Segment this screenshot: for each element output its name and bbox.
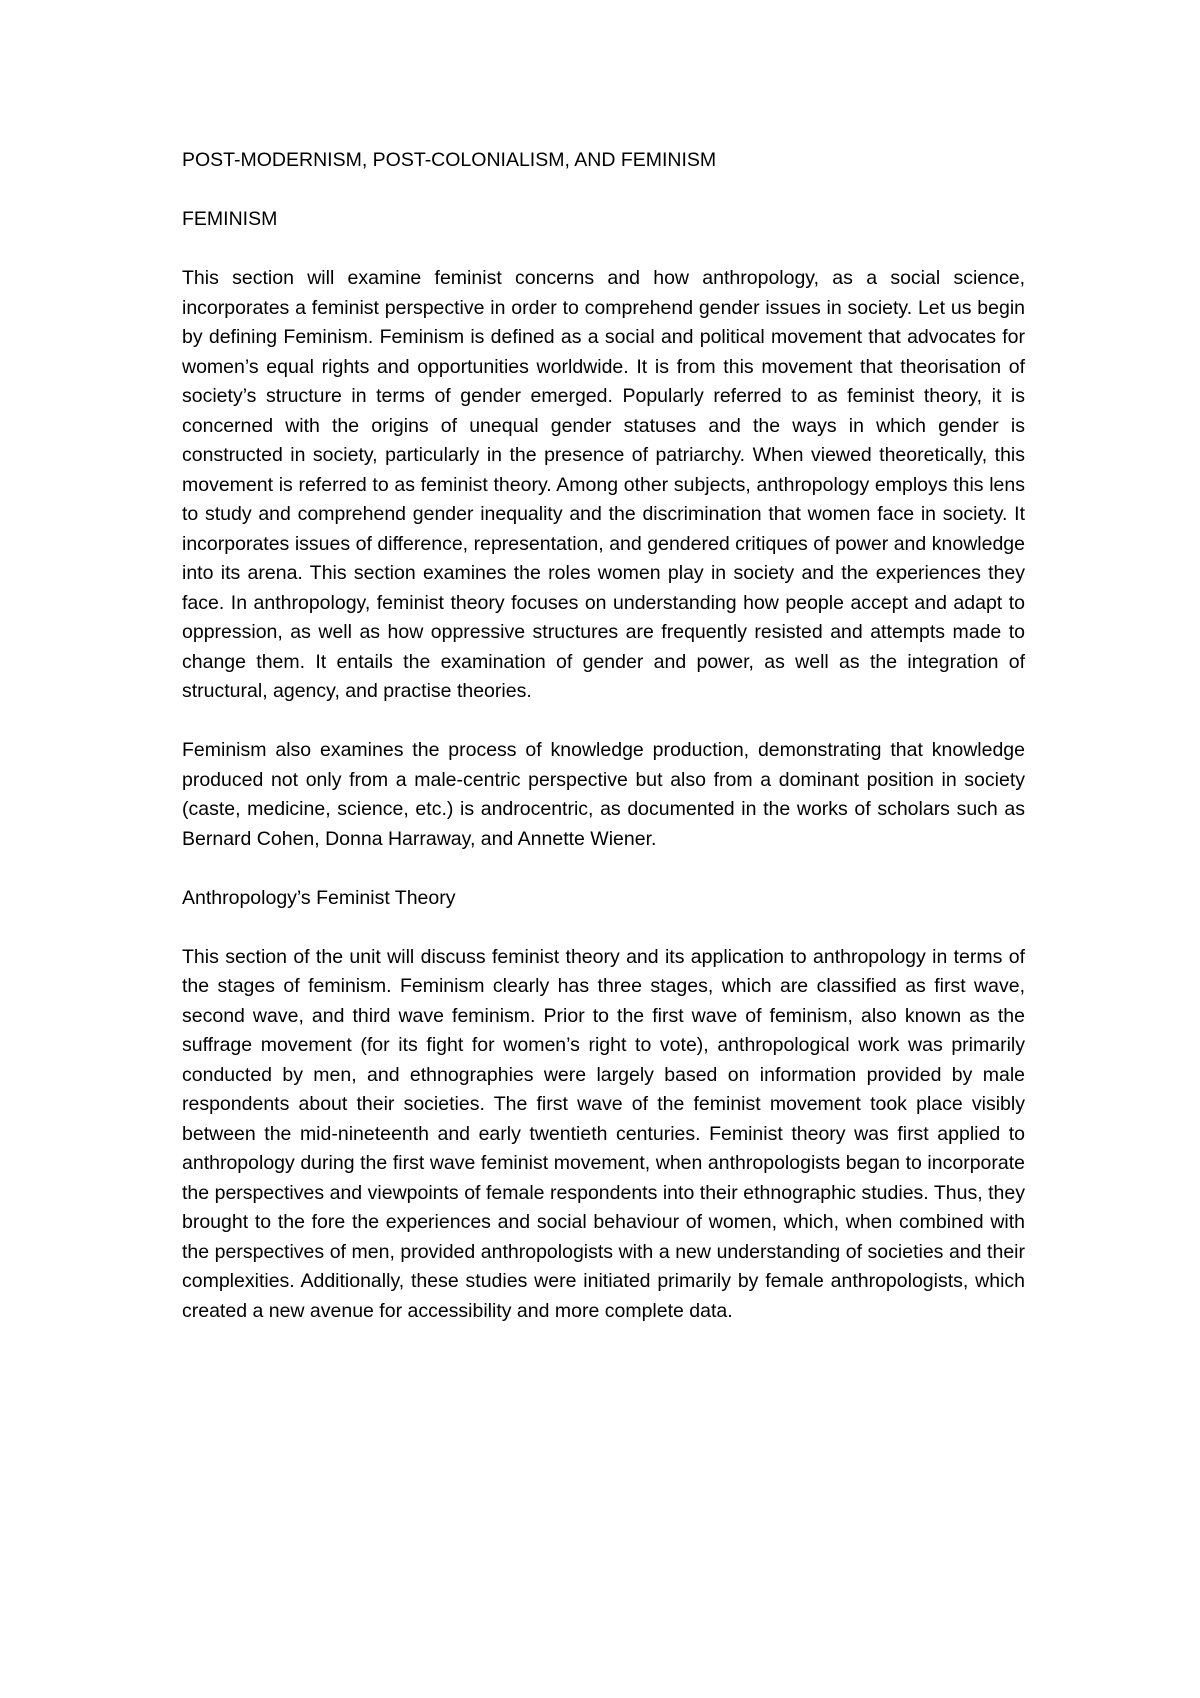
document-body <box>182 146 1025 1356</box>
main-title: POST-MODERNISM, POST-COLONIALISM, AND FEMINISM <box>182 149 717 171</box>
section-heading: FEMINISM <box>182 208 278 230</box>
paragraph-3: This section of the unit will discuss feminist theory and its application to anthropology in terms of the stages of feminism. Feminism clearly has three stages, which are classified as first wave, second wave, and third wave feminism. Prior to the first wave of feminism, also known as the suffrage movement (for its fight for women’s right to vote), anthropological work was primarily conducted by men, and ethnographies were largely based on information provided by male respondents about their societies. The first wave of the feminist movement took place visibly between the mid-nineteenth and early twentieth centuries. Feminist theory was first applied to anthropology during the first wave feminist movement, when anthropologists began to incorporate the perspectives and viewpoints of female respondents into their ethnographic studies. Thus, they brought to the fore the experiences and social behaviour of women, which, when combined with the perspectives of men, provided anthropologists with a new understanding of societies and their complexities. Additionally, these studies were initiated primarily by female anthropologists, which created a new avenue for accessibility and more complete data. <box>182 945 1025 1322</box>
paragraph-2: Feminism also examines the process of knowledge production, demonstrating that knowledge produced not only from a male-centric perspective but also from a dominant position in society (caste, medicine, science, etc.) is androcentric, as documented in the works of scholars such as Bernard Cohen, Donna Harraway, and Annette Wiener. <box>182 739 1025 850</box>
paragraph-1: This section will examine feminist concerns and how anthropology, as a social science, incorporates a feminist perspective in order to comprehend gender issues in society. Let us begin by defining Feminism. Feminism is defined as a social and political movement that advocates for women’s equal rights and opportunities worldwide. It is from this movement that theorisation of society’s structure in terms of gender emerged. Popularly referred to as feminist theory, it is concerned with the origins of unequal gender statuses and the ways in which gender is constructed in society, particularly in the presence of patriarchy. When viewed theoretically, this movement is referred to as feminist theory. Among other subjects, anthropology employs this lens to study and comprehend gender inequality and the discrimination that women face in society. It incorporates issues of difference, representation, and gendered critiques of power and knowledge into its arena. This section examines the roles women play in society and the experiences they face. In anthropology, feminist theory focuses on understanding how people accept and adapt to oppression, as well as how oppressive structures are frequently resisted and attempts made to change them. It entails the examination of gender and power, as well as the integration of structural, agency, and practise theories. <box>182 267 1025 702</box>
subheading: Anthropology’s Feminist Theory <box>182 886 456 909</box>
